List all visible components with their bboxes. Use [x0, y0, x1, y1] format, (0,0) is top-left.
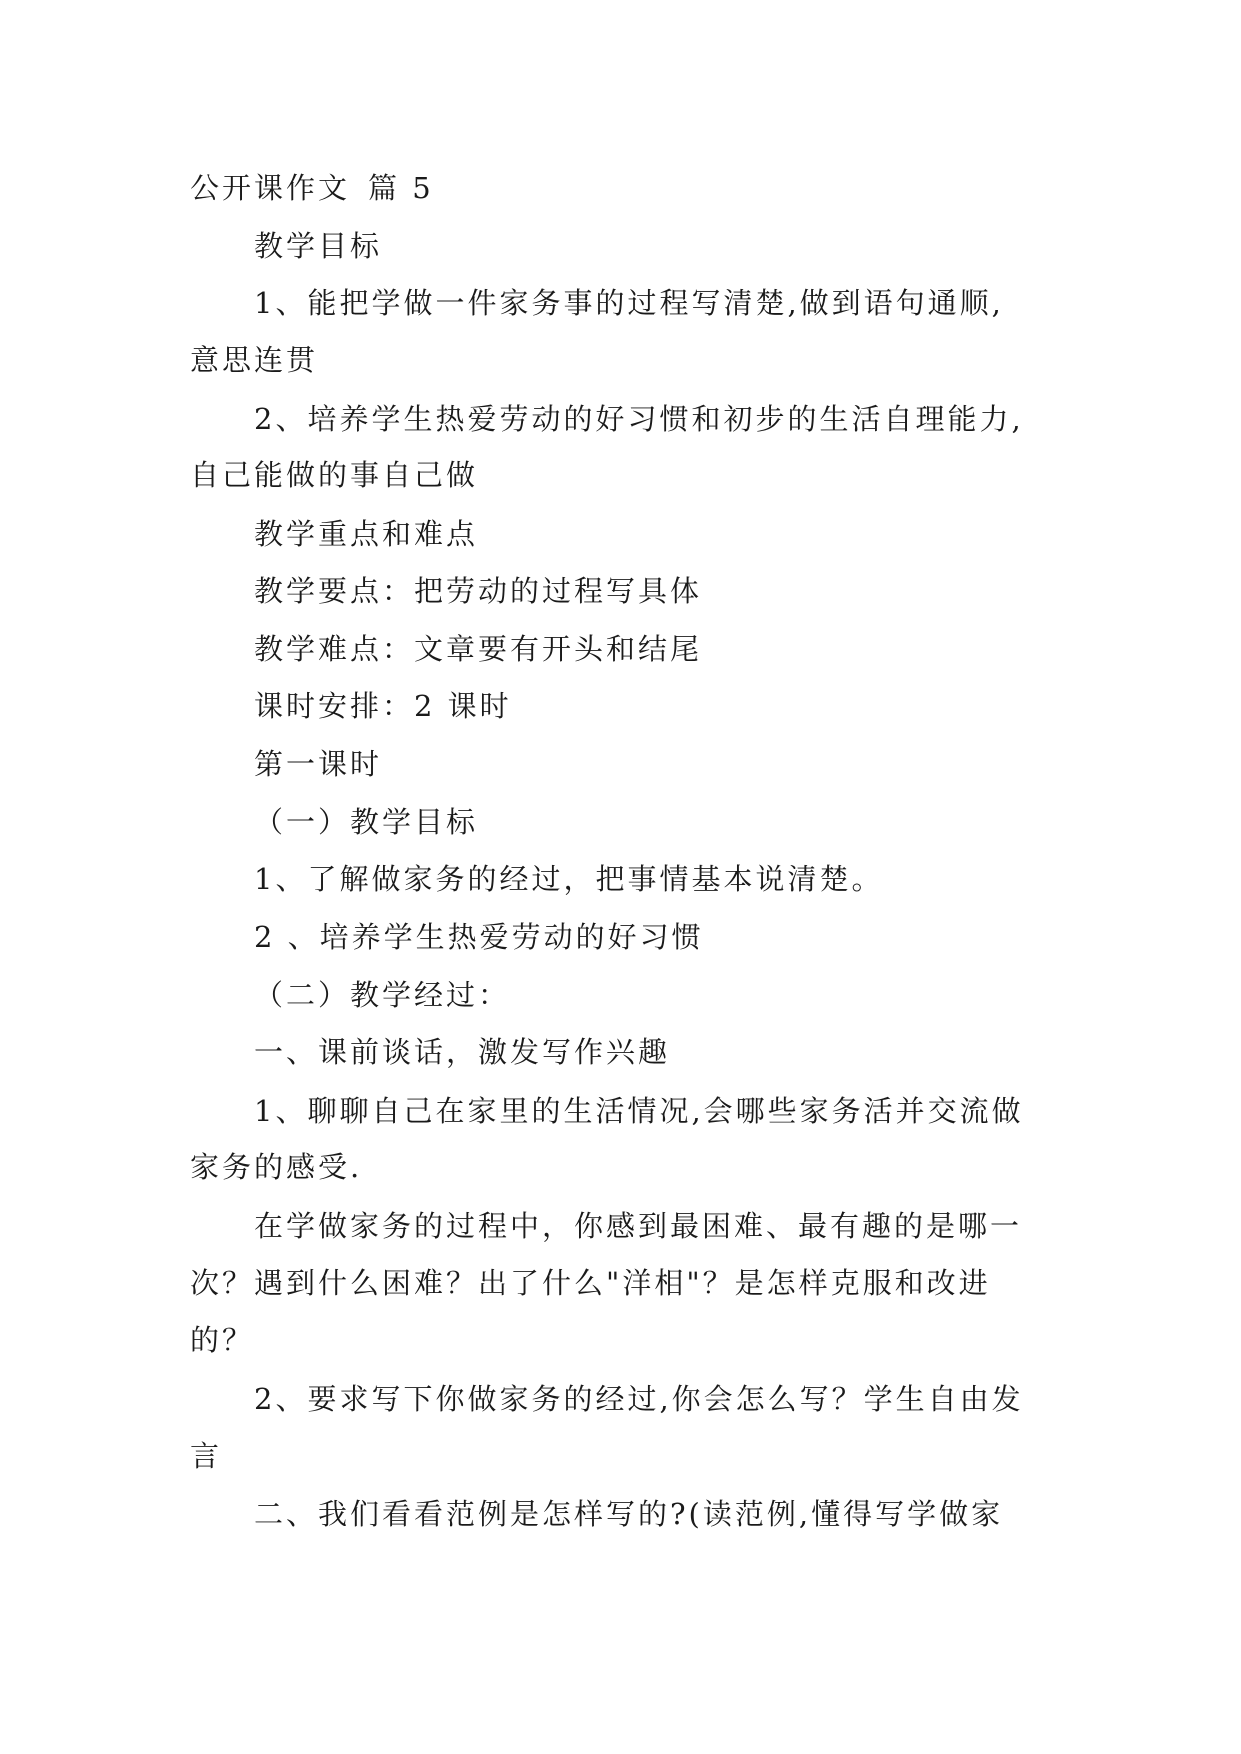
paragraph-line: 言: [190, 1439, 223, 1473]
paragraph-line: 教学难点：文章要有开头和结尾: [254, 632, 703, 666]
paragraph-line: 教学目标: [254, 229, 383, 263]
paragraph-line: 课时安排：2 课时: [254, 689, 512, 723]
paragraph-line: 家务的感受.: [190, 1150, 363, 1184]
paragraph-line: 1、能把学做一件家务事的过程写清楚,做到语句通顺,: [254, 286, 1004, 320]
paragraph-line: 二、我们看看范例是怎样写的?(读范例,懂得写学做家: [254, 1497, 1004, 1531]
paragraph-line: （二）教学经过：: [254, 978, 511, 1012]
title-text: 公开课作文: [190, 171, 351, 205]
paragraph-line: 2 、培养学生热爱劳动的好习惯: [254, 920, 704, 954]
paragraph-line: 在学做家务的过程中，你感到最困难、最有趣的是哪一: [254, 1209, 1023, 1243]
paragraph-line: 教学重点和难点: [254, 517, 479, 551]
paragraph-line: 的？: [190, 1323, 255, 1357]
title-suffix: 篇 5: [368, 171, 434, 205]
paragraph-line: 次？遇到什么困难？出了什么"洋相"？是怎样克服和改进: [190, 1266, 991, 1300]
paragraph-line: 1、聊聊自己在家里的生活情况,会哪些家务活并交流做: [254, 1094, 1024, 1128]
paragraph-line: 意思连贯: [190, 343, 319, 377]
paragraph-line: 1、了解做家务的经过，把事情基本说清楚。: [254, 862, 884, 896]
paragraph-line: 2、要求写下你做家务的经过,你会怎么写？学生自由发: [254, 1382, 1024, 1416]
paragraph-line: 教学要点：把劳动的过程写具体: [254, 574, 703, 608]
paragraph-line: 自己能做的事自己做: [190, 458, 479, 492]
document-title: [190, 168, 434, 208]
paragraph-line: 2、培养学生热爱劳动的好习惯和初步的生活自理能力,: [254, 402, 1024, 436]
paragraph-line: 第一课时: [254, 747, 383, 781]
paragraph-line: （一）教学目标: [254, 805, 479, 839]
paragraph-line: 一、课前谈话，激发写作兴趣: [254, 1035, 671, 1069]
